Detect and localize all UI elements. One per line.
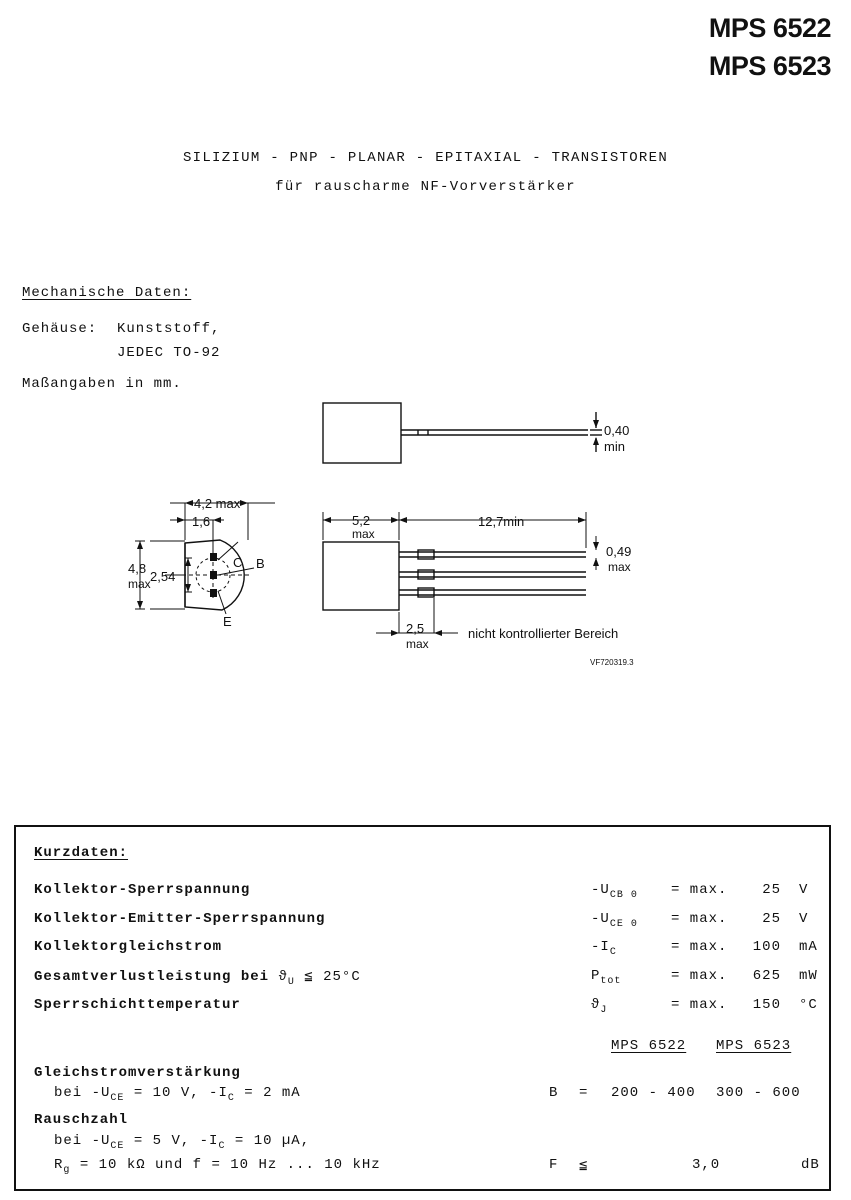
- package-drawing: [0, 395, 851, 680]
- dim-lead-width-max: max: [608, 560, 631, 574]
- value-ucb0: 25: [762, 882, 781, 898]
- value-tj: 150: [752, 997, 781, 1013]
- kurzdaten-box: [14, 825, 831, 1191]
- housing-label: Gehäuse:: [22, 321, 98, 337]
- dim-lead-length: 12,7min: [478, 514, 525, 529]
- gain-value-6522: 200 - 400: [611, 1085, 696, 1101]
- sym-tj: $ϑ_J$: [591, 997, 608, 1016]
- document-subtitle: für rauscharme NF-Vorverstärker: [275, 179, 576, 195]
- noise-symbol: F: [549, 1157, 559, 1173]
- label-gleichstromverstaerkung: Gleichstromverstärkung: [34, 1065, 241, 1081]
- gain-eq: =: [579, 1085, 589, 1101]
- dim-lead-thickness-min: min: [604, 439, 625, 454]
- unit-uce0: V: [799, 911, 809, 927]
- unit-ucb0: V: [799, 882, 809, 898]
- eq-ucb0: = max.: [671, 882, 728, 898]
- dim-body-max: max: [352, 527, 375, 541]
- label-sperrschichttemperatur: Sperrschichttemperatur: [34, 997, 241, 1013]
- label-gesamtverlustleistung: Gesamtverlustleistung bei $ϑ_U$ ≦ 25°C: [34, 969, 361, 988]
- label-rauschzahl: Rauschzahl: [34, 1112, 129, 1128]
- label-kollektorgleichstrom: Kollektorgleichstrom: [34, 939, 223, 955]
- dim-uncontrolled: 2,5: [406, 621, 425, 636]
- housing-package: JEDEC TO-92: [117, 345, 221, 361]
- gain-condition: bei $-U_{CE} = 10$ V, $-I_C = 2$ mA: [54, 1085, 301, 1104]
- value-ic: 100: [752, 939, 781, 955]
- sym-uce0: $-U_{CE 0}$: [591, 911, 638, 930]
- noise-unit: dB: [801, 1157, 820, 1173]
- uncontrolled-area-label: nicht kontrollierter Bereich: [468, 626, 619, 641]
- unit-ic: mA: [799, 939, 818, 955]
- label-kollektor-sperrspannung: Kollektor-Sperrspannung: [34, 882, 251, 898]
- gain-symbol: B: [549, 1085, 559, 1101]
- sym-ucb0: $-U_{CB 0}$: [591, 882, 638, 901]
- column-mps6522: MPS 6522: [611, 1038, 687, 1054]
- eq-ic: = max.: [671, 939, 728, 955]
- unit-tj: °C: [799, 997, 818, 1013]
- noise-condition-2: $R_g = 10$ kΩ und f = 10 Hz ... 10 kHz: [54, 1157, 381, 1176]
- dim-height: 4,8: [128, 561, 147, 576]
- column-mps6523: MPS 6523: [716, 1038, 792, 1054]
- dim-height-max: max: [128, 577, 151, 591]
- part-number-6522: MPS 6522: [708, 13, 831, 43]
- noise-op: ≦: [579, 1158, 589, 1174]
- value-uce0: 25: [762, 911, 781, 927]
- kurzdaten-heading: Kurzdaten:: [34, 845, 129, 861]
- units-note: Maßangaben in mm.: [22, 376, 182, 392]
- dim-pitch: 2,54: [150, 569, 176, 584]
- dim-lead-width: 0,49: [606, 544, 632, 559]
- pin-label-e: E: [223, 614, 232, 629]
- dim-offset: 1,6: [192, 514, 211, 529]
- sym-ic: $-I_C$: [591, 939, 617, 958]
- dim-width: 4,2 max: [194, 496, 241, 511]
- value-ptot: 625: [752, 968, 781, 984]
- mechanical-heading: Mechanische Daten:: [22, 285, 192, 301]
- gain-value-6523: 300 - 600: [716, 1085, 801, 1101]
- part-number-6523: MPS 6523: [708, 51, 831, 81]
- dim-body: 5,2: [352, 513, 371, 528]
- noise-value: 3,0: [692, 1157, 721, 1173]
- dim-lead-thickness: 0,40: [604, 423, 630, 438]
- label-kollektor-emitter-sperrspannung: Kollektor-Emitter-Sperrspannung: [34, 911, 326, 927]
- eq-uce0: = max.: [671, 911, 728, 927]
- eq-ptot: = max.: [671, 968, 728, 984]
- unit-ptot: mW: [799, 968, 818, 984]
- housing-material: Kunststoff,: [117, 321, 221, 337]
- dim-uncontrolled-max: max: [406, 637, 429, 651]
- drawing-id: VF720319.3: [590, 658, 634, 667]
- document-title: SILIZIUM - PNP - PLANAR - EPITAXIAL - TRANSISTOREN: [182, 150, 669, 166]
- eq-tj: = max.: [671, 997, 728, 1013]
- pin-label-b: B: [256, 556, 265, 571]
- noise-condition-1: bei $-U_{CE} = 5$ V, $-I_C = 10$ µA,: [54, 1133, 311, 1152]
- sym-ptot: $P_{tot}$: [591, 968, 622, 987]
- pin-label-c: C: [233, 555, 243, 570]
